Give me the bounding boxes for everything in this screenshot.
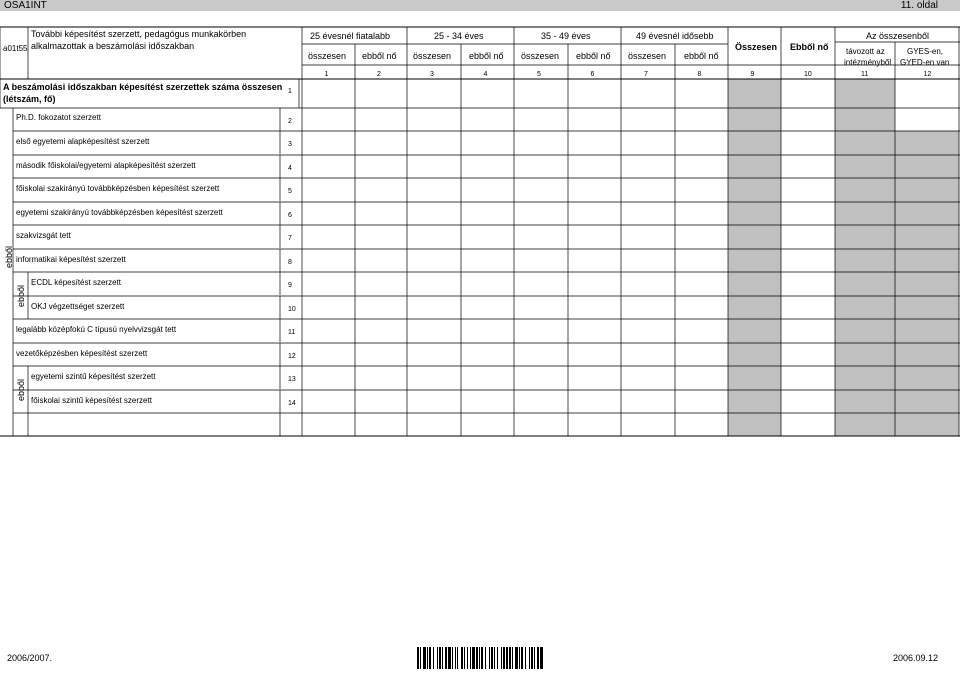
barcode-bar	[534, 647, 535, 669]
ebbol-label-inner-1: ebből	[16, 284, 26, 308]
ebbol-label-inner-2: ebből	[16, 378, 26, 402]
barcode-bar	[515, 647, 518, 669]
barcode-bar	[519, 647, 520, 669]
col-4-header: ebből nő	[469, 51, 504, 61]
column-number-1: 1	[324, 71, 329, 78]
barcode-bar	[452, 647, 453, 669]
row-label: egyetemi szintű képesítést szerzett	[31, 372, 156, 381]
col-1-header: összesen	[308, 51, 347, 61]
col-11-header-line2: intézményből	[844, 58, 892, 67]
row-number: 5	[288, 188, 292, 195]
row-number: 14	[288, 400, 296, 407]
barcode-bar	[494, 647, 495, 669]
column-number-9: 9	[750, 71, 755, 78]
row-number: 9	[288, 282, 292, 289]
col-8-header: ebből nő	[684, 51, 719, 61]
col-3-header: összesen	[413, 51, 452, 61]
barcode-bar	[429, 647, 431, 669]
barcode-bar	[501, 647, 502, 669]
barcode-bar	[491, 647, 493, 669]
shaded-cell	[835, 79, 895, 436]
barcode-bar	[467, 647, 468, 669]
row-number: 11	[288, 329, 296, 336]
row-label: ECDL képesítést szerzett	[31, 278, 121, 287]
col-11-header-line1: távozott az	[846, 47, 885, 56]
column-number-11: 11	[861, 71, 869, 78]
row-label: Ph.D. fokozatot szerzett	[16, 113, 101, 122]
barcode-bar	[472, 647, 475, 669]
barcode-bar	[497, 647, 498, 669]
main-row-label-line1: A beszámolási időszakban képesítést szerzettek száma összesen	[3, 82, 283, 92]
row-number: 4	[288, 165, 292, 172]
barcode-bar	[506, 647, 508, 669]
column-number-8: 8	[697, 71, 702, 78]
of-total-header: Az összesenből	[866, 31, 930, 41]
column-number-6: 6	[590, 71, 595, 78]
barcode-bar	[485, 647, 486, 669]
barcode-bar	[427, 647, 428, 669]
barcode-bar	[489, 647, 490, 669]
row-number: 8	[288, 259, 292, 266]
col-9-header: Összesen	[735, 42, 778, 52]
row-number: 3	[288, 141, 292, 148]
row-number: 12	[288, 353, 296, 360]
barcode-bar	[464, 647, 465, 669]
column-number-2: 2	[377, 71, 381, 78]
row-label: legalább középfokú C típusú nyelvvizsgát tett	[16, 325, 177, 334]
table-title-line1: További képesítést szerzett, pedagógus munkakörben	[31, 29, 247, 39]
row-label: informatikai képesítést szerzett	[16, 255, 126, 264]
column-number-7: 7	[644, 71, 648, 78]
barcode-bar	[531, 647, 533, 669]
row-label: főiskolai szintű képesítést szerzett	[31, 396, 152, 405]
col-2-header: ebből nő	[362, 51, 397, 61]
barcode-bar	[529, 647, 530, 669]
barcode-bar	[457, 647, 458, 669]
barcode-bar	[448, 647, 451, 669]
form-id: OSA1INT	[4, 0, 47, 11]
row-number: 6	[288, 212, 292, 219]
row-label: szakvizsgát tett	[16, 231, 71, 240]
barcode-bar	[540, 647, 543, 669]
barcode-bar	[423, 647, 426, 669]
barcode-bar	[509, 647, 511, 669]
barcode-bar	[455, 647, 456, 669]
barcode-bar	[442, 647, 443, 669]
table-title-line2: alkalmazottak a beszámolási időszakban	[31, 41, 195, 51]
col-7-header: összesen	[628, 51, 667, 61]
row-label: első egyetemi alapképesítést szerzett	[16, 137, 150, 146]
barcode-bar	[437, 647, 438, 669]
barcode-bar	[476, 647, 478, 669]
form-code: a01t55	[3, 44, 28, 53]
column-number-3: 3	[430, 71, 434, 78]
row-number: 13	[288, 376, 296, 383]
col-10-header: Ebből nő	[790, 42, 829, 52]
age-group-4: 49 évesnél idősebb	[636, 31, 714, 41]
barcode-bar	[417, 647, 419, 669]
col-12-header-line1: GYES-en,	[907, 47, 944, 56]
barcode-bar	[461, 647, 463, 669]
row-label: második főiskolai/egyetemi alapképesítést szerzett	[16, 161, 196, 170]
row-label: vezetőképzésben képesítést szerzett	[16, 349, 148, 358]
age-group-3: 35 - 49 éves	[541, 31, 591, 41]
main-row-number: 1	[288, 88, 292, 95]
barcode-bar	[521, 647, 523, 669]
row-label: főiskolai szakirányú továbbképzésben képesítést szerzett	[16, 184, 220, 193]
column-number-5: 5	[537, 71, 541, 78]
barcode-bar	[433, 647, 434, 669]
barcode-bar	[439, 647, 441, 669]
barcode-bar	[512, 647, 513, 669]
barcode-bar	[479, 647, 480, 669]
barcode-bar	[537, 647, 539, 669]
row-number: 7	[288, 235, 292, 242]
column-number-4: 4	[483, 71, 488, 78]
barcode-bar	[445, 647, 447, 669]
main-row-label-line2: (létszám, fő)	[3, 94, 56, 104]
column-number-12: 12	[923, 71, 932, 78]
page-number: 11. oldal	[900, 0, 938, 11]
barcode-bar	[503, 647, 505, 669]
row-number: 10	[288, 306, 296, 313]
row-number: 2	[288, 118, 292, 125]
ebbol-label-outer: ebből	[4, 245, 14, 269]
barcode-bar	[470, 647, 471, 669]
school-year: 2006/2007.	[7, 653, 53, 663]
row-label: egyetemi szakirányú továbbképzésben képesítést szerzett	[16, 208, 223, 217]
barcode-bar	[481, 647, 483, 669]
barcode-bar	[420, 647, 421, 669]
col-6-header: ebből nő	[576, 51, 611, 61]
barcode-bar	[525, 647, 526, 669]
age-group-2: 25 - 34 éves	[434, 31, 484, 41]
print-date: 2006.09.12	[892, 653, 938, 663]
age-group-1: 25 évesnél fiatalabb	[310, 31, 391, 41]
barcode	[417, 647, 543, 669]
col-5-header: összesen	[521, 51, 560, 61]
col-12-header-line2: GYED-en van	[900, 58, 950, 67]
row-label: OKJ végzettséget szerzett	[31, 302, 125, 311]
shaded-cell	[728, 79, 781, 436]
column-number-10: 10	[804, 71, 812, 78]
